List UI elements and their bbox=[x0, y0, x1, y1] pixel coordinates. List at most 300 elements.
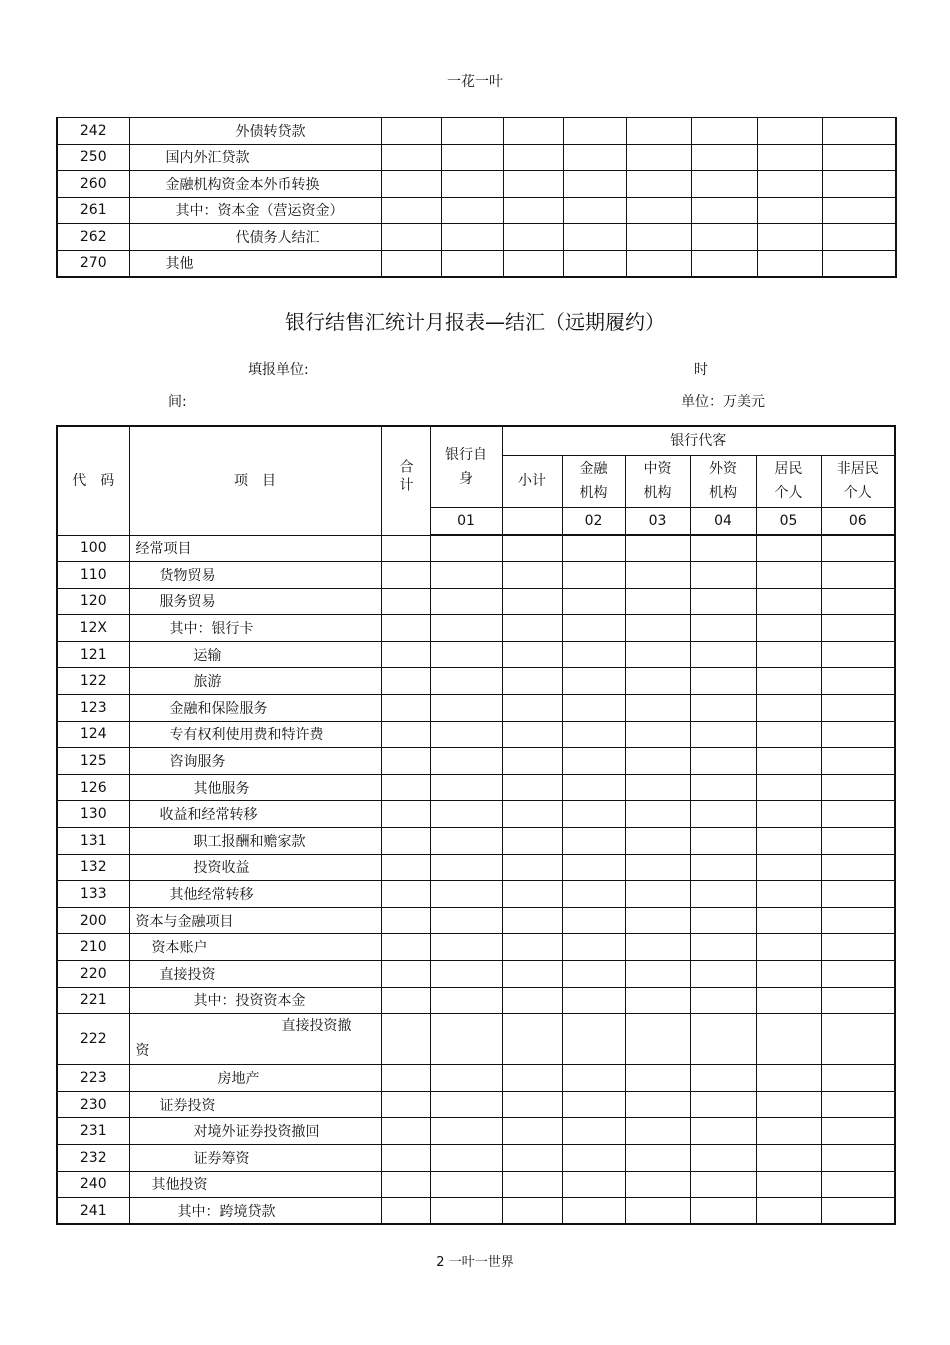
data-cell bbox=[430, 1091, 502, 1118]
data-cell bbox=[381, 987, 430, 1014]
data-cell bbox=[756, 1198, 821, 1225]
row-code: 126 bbox=[57, 774, 129, 801]
table-row bbox=[57, 1091, 895, 1118]
row-item: 金融机构资金本外币转换 bbox=[129, 171, 381, 198]
data-cell bbox=[821, 1144, 895, 1171]
data-cell bbox=[756, 934, 821, 961]
data-cell bbox=[690, 615, 756, 642]
unit-label: 单位：万美元 bbox=[681, 394, 765, 410]
data-cell bbox=[381, 774, 430, 801]
data-cell bbox=[562, 562, 625, 589]
data-cell bbox=[756, 1091, 821, 1118]
top-table bbox=[56, 117, 897, 278]
data-cell bbox=[756, 748, 821, 775]
row-code: 220 bbox=[57, 961, 129, 988]
row-code: 242 bbox=[57, 118, 129, 145]
data-cell bbox=[626, 197, 691, 224]
row-code: 222 bbox=[57, 1014, 129, 1065]
data-cell bbox=[821, 535, 895, 562]
data-cell bbox=[690, 987, 756, 1014]
data-cell bbox=[381, 854, 430, 881]
data-cell bbox=[625, 721, 690, 748]
data-cell bbox=[562, 828, 625, 855]
data-cell bbox=[626, 144, 691, 171]
table-row bbox=[57, 854, 895, 881]
data-cell bbox=[430, 774, 502, 801]
data-cell bbox=[821, 1118, 895, 1145]
row-item: 其他 bbox=[129, 250, 381, 277]
row-code: 221 bbox=[57, 987, 129, 1014]
data-cell bbox=[381, 1091, 430, 1118]
data-cell bbox=[562, 1144, 625, 1171]
data-cell bbox=[821, 801, 895, 828]
data-cell bbox=[562, 934, 625, 961]
data-cell bbox=[381, 641, 430, 668]
table-row bbox=[57, 224, 896, 251]
header-code: 代 码 bbox=[57, 426, 129, 535]
data-cell bbox=[381, 1014, 430, 1065]
data-cell bbox=[821, 1014, 895, 1065]
table-row bbox=[57, 171, 896, 198]
data-cell bbox=[690, 748, 756, 775]
data-cell bbox=[430, 987, 502, 1014]
row-item: 其中：投资资本金 bbox=[129, 987, 381, 1014]
data-cell bbox=[381, 748, 430, 775]
data-cell bbox=[625, 615, 690, 642]
data-cell bbox=[625, 1118, 690, 1145]
data-cell bbox=[821, 961, 895, 988]
data-cell bbox=[381, 171, 441, 198]
row-item: 运输 bbox=[129, 641, 381, 668]
table-row bbox=[57, 961, 895, 988]
data-cell bbox=[691, 197, 757, 224]
data-cell bbox=[822, 250, 896, 277]
data-cell bbox=[502, 615, 562, 642]
data-cell bbox=[821, 828, 895, 855]
data-cell bbox=[821, 1065, 895, 1092]
data-cell bbox=[822, 118, 896, 145]
data-cell bbox=[821, 721, 895, 748]
data-cell bbox=[822, 144, 896, 171]
row-item: 其中：资本金（营运资金） bbox=[129, 197, 381, 224]
row-code: 131 bbox=[57, 828, 129, 855]
row-code: 110 bbox=[57, 562, 129, 589]
data-cell bbox=[690, 562, 756, 589]
data-cell bbox=[626, 250, 691, 277]
header-num-01: 01 bbox=[430, 507, 502, 535]
row-code: 123 bbox=[57, 695, 129, 722]
table-row bbox=[57, 668, 895, 695]
data-cell bbox=[562, 961, 625, 988]
data-cell bbox=[562, 588, 625, 615]
data-cell bbox=[821, 907, 895, 934]
data-cell bbox=[381, 562, 430, 589]
header-num-06: 06 bbox=[821, 507, 895, 535]
header-total: 合计 bbox=[381, 426, 430, 535]
time-label-1: 时 bbox=[694, 362, 708, 378]
data-cell bbox=[757, 144, 822, 171]
data-cell bbox=[502, 588, 562, 615]
data-cell bbox=[690, 774, 756, 801]
row-item: 其他经常转移 bbox=[129, 881, 381, 908]
row-item: 金融和保险服务 bbox=[129, 695, 381, 722]
table-row bbox=[57, 987, 895, 1014]
row-item: 资本与金融项目 bbox=[129, 907, 381, 934]
data-cell bbox=[690, 1118, 756, 1145]
data-cell bbox=[502, 1014, 562, 1065]
table-row bbox=[57, 828, 895, 855]
data-cell bbox=[821, 934, 895, 961]
data-cell bbox=[381, 1065, 430, 1092]
data-cell bbox=[625, 588, 690, 615]
data-cell bbox=[821, 695, 895, 722]
data-cell bbox=[626, 224, 691, 251]
data-cell bbox=[625, 1014, 690, 1065]
data-cell bbox=[562, 1065, 625, 1092]
data-cell bbox=[690, 1198, 756, 1225]
data-cell bbox=[821, 854, 895, 881]
header-num-03: 03 bbox=[625, 507, 690, 535]
data-cell bbox=[502, 987, 562, 1014]
data-cell bbox=[626, 118, 691, 145]
data-cell bbox=[756, 961, 821, 988]
data-cell bbox=[690, 961, 756, 988]
row-code: 133 bbox=[57, 881, 129, 908]
data-cell bbox=[430, 934, 502, 961]
header-item: 项 目 bbox=[129, 426, 381, 535]
row-item: 其中：银行卡 bbox=[129, 615, 381, 642]
data-cell bbox=[562, 748, 625, 775]
table-row bbox=[57, 774, 895, 801]
table-row bbox=[57, 588, 895, 615]
data-cell bbox=[625, 668, 690, 695]
data-cell bbox=[503, 144, 563, 171]
header-subtotal: 小计 bbox=[502, 455, 562, 507]
data-cell bbox=[430, 1198, 502, 1225]
data-cell bbox=[502, 562, 562, 589]
data-cell bbox=[430, 721, 502, 748]
data-cell bbox=[381, 588, 430, 615]
data-cell bbox=[690, 881, 756, 908]
data-cell bbox=[821, 668, 895, 695]
data-cell bbox=[562, 668, 625, 695]
data-cell bbox=[430, 695, 502, 722]
data-cell bbox=[756, 774, 821, 801]
table-row bbox=[57, 721, 895, 748]
data-cell bbox=[563, 144, 626, 171]
data-cell bbox=[430, 1014, 502, 1065]
data-cell bbox=[691, 171, 757, 198]
data-cell bbox=[690, 1171, 756, 1198]
data-cell bbox=[757, 171, 822, 198]
data-cell bbox=[502, 721, 562, 748]
data-cell bbox=[430, 801, 502, 828]
data-cell bbox=[757, 250, 822, 277]
data-cell bbox=[625, 748, 690, 775]
data-cell bbox=[502, 1118, 562, 1145]
data-cell bbox=[502, 907, 562, 934]
row-code: 122 bbox=[57, 668, 129, 695]
data-cell bbox=[441, 144, 503, 171]
header-num-02: 02 bbox=[562, 507, 625, 535]
data-cell bbox=[430, 1171, 502, 1198]
data-cell bbox=[690, 1144, 756, 1171]
data-cell bbox=[563, 224, 626, 251]
data-cell bbox=[822, 171, 896, 198]
fill-unit-label: 填报单位: bbox=[248, 362, 309, 378]
main-table bbox=[56, 425, 896, 1225]
row-code: 120 bbox=[57, 588, 129, 615]
data-cell bbox=[562, 907, 625, 934]
data-cell bbox=[381, 535, 430, 562]
table-row bbox=[57, 1118, 895, 1145]
header-chinese-institution: 中资机构 bbox=[625, 455, 690, 507]
data-cell bbox=[563, 171, 626, 198]
data-cell bbox=[756, 1171, 821, 1198]
data-cell bbox=[756, 987, 821, 1014]
data-cell bbox=[562, 854, 625, 881]
data-cell bbox=[430, 881, 502, 908]
data-cell bbox=[562, 881, 625, 908]
row-code: 240 bbox=[57, 1171, 129, 1198]
row-code: 260 bbox=[57, 171, 129, 198]
data-cell bbox=[502, 1198, 562, 1225]
data-cell bbox=[563, 118, 626, 145]
table-row bbox=[57, 144, 896, 171]
row-code: 241 bbox=[57, 1198, 129, 1225]
data-cell bbox=[690, 668, 756, 695]
row-code: 200 bbox=[57, 907, 129, 934]
data-cell bbox=[625, 1065, 690, 1092]
data-cell bbox=[625, 907, 690, 934]
data-cell bbox=[756, 562, 821, 589]
header-num-04: 04 bbox=[690, 507, 756, 535]
data-cell bbox=[502, 828, 562, 855]
data-cell bbox=[430, 828, 502, 855]
data-cell bbox=[625, 1171, 690, 1198]
data-cell bbox=[625, 641, 690, 668]
data-cell bbox=[625, 774, 690, 801]
data-cell bbox=[381, 1118, 430, 1145]
data-cell bbox=[381, 1198, 430, 1225]
data-cell bbox=[821, 1198, 895, 1225]
table-row bbox=[57, 1144, 895, 1171]
data-cell bbox=[430, 562, 502, 589]
data-cell bbox=[381, 668, 430, 695]
data-cell bbox=[430, 1065, 502, 1092]
table-row bbox=[57, 250, 896, 277]
page-footer: 2 一叶一世界 bbox=[436, 1255, 514, 1270]
row-code: 12X bbox=[57, 615, 129, 642]
data-cell bbox=[430, 748, 502, 775]
data-cell bbox=[756, 615, 821, 642]
data-cell bbox=[690, 934, 756, 961]
data-cell bbox=[430, 641, 502, 668]
row-item: 货物贸易 bbox=[129, 562, 381, 589]
data-cell bbox=[381, 144, 441, 171]
row-item: 证券投资 bbox=[129, 1091, 381, 1118]
data-cell bbox=[756, 828, 821, 855]
header-bank-self: 银行自身 bbox=[430, 426, 502, 507]
data-cell bbox=[502, 748, 562, 775]
data-cell bbox=[756, 1144, 821, 1171]
row-code: 270 bbox=[57, 250, 129, 277]
data-cell bbox=[381, 197, 441, 224]
table-row bbox=[57, 1065, 895, 1092]
data-cell bbox=[625, 535, 690, 562]
data-cell bbox=[821, 748, 895, 775]
row-code: 132 bbox=[57, 854, 129, 881]
row-item: 对境外证券投资撤回 bbox=[129, 1118, 381, 1145]
data-cell bbox=[502, 641, 562, 668]
row-item: 直接投资 bbox=[129, 961, 381, 988]
data-cell bbox=[430, 854, 502, 881]
data-cell bbox=[430, 1144, 502, 1171]
data-cell bbox=[503, 250, 563, 277]
row-item: 职工报酬和赡家款 bbox=[129, 828, 381, 855]
data-cell bbox=[430, 615, 502, 642]
data-cell bbox=[503, 197, 563, 224]
data-cell bbox=[690, 641, 756, 668]
data-cell bbox=[626, 171, 691, 198]
data-cell bbox=[756, 1014, 821, 1065]
header-bank-client: 银行代客 bbox=[502, 426, 895, 455]
data-cell bbox=[503, 224, 563, 251]
data-cell bbox=[625, 961, 690, 988]
table-row bbox=[57, 641, 895, 668]
header-nonresident-individual: 非居民个人 bbox=[821, 455, 895, 507]
row-code: 250 bbox=[57, 144, 129, 171]
row-item: 旅游 bbox=[129, 668, 381, 695]
row-item: 证券筹资 bbox=[129, 1144, 381, 1171]
data-cell bbox=[502, 1171, 562, 1198]
data-cell bbox=[502, 854, 562, 881]
data-cell bbox=[821, 588, 895, 615]
data-cell bbox=[562, 721, 625, 748]
data-cell bbox=[502, 961, 562, 988]
row-item: 投资收益 bbox=[129, 854, 381, 881]
data-cell bbox=[821, 774, 895, 801]
table-row bbox=[57, 562, 895, 589]
data-cell bbox=[690, 1091, 756, 1118]
data-cell bbox=[690, 854, 756, 881]
data-cell bbox=[821, 1171, 895, 1198]
data-cell bbox=[381, 907, 430, 934]
data-cell bbox=[756, 695, 821, 722]
data-cell bbox=[562, 801, 625, 828]
data-cell bbox=[562, 615, 625, 642]
data-cell bbox=[430, 961, 502, 988]
row-code: 100 bbox=[57, 535, 129, 562]
table-row bbox=[57, 934, 895, 961]
row-item: 房地产 bbox=[129, 1065, 381, 1092]
data-cell bbox=[430, 1118, 502, 1145]
data-cell bbox=[562, 1171, 625, 1198]
data-cell bbox=[690, 1065, 756, 1092]
data-cell bbox=[691, 250, 757, 277]
data-cell bbox=[562, 535, 625, 562]
data-cell bbox=[690, 721, 756, 748]
data-cell bbox=[502, 1144, 562, 1171]
data-cell bbox=[381, 615, 430, 642]
report-title: 银行结售汇统计月报表—结汇（远期履约） bbox=[285, 310, 665, 334]
data-cell bbox=[381, 961, 430, 988]
header-num-blank bbox=[502, 507, 562, 535]
data-cell bbox=[562, 1091, 625, 1118]
header-financial-institution: 金融机构 bbox=[562, 455, 625, 507]
data-cell bbox=[381, 828, 430, 855]
row-item: 专有权利使用费和特许费 bbox=[129, 721, 381, 748]
data-cell bbox=[441, 171, 503, 198]
row-code: 262 bbox=[57, 224, 129, 251]
data-cell bbox=[757, 224, 822, 251]
data-cell bbox=[822, 197, 896, 224]
row-code: 230 bbox=[57, 1091, 129, 1118]
data-cell bbox=[625, 934, 690, 961]
data-cell bbox=[502, 801, 562, 828]
data-cell bbox=[625, 1091, 690, 1118]
data-cell bbox=[562, 987, 625, 1014]
header-num-05: 05 bbox=[756, 507, 821, 535]
data-cell bbox=[562, 1198, 625, 1225]
row-code: 124 bbox=[57, 721, 129, 748]
row-code: 210 bbox=[57, 934, 129, 961]
data-cell bbox=[757, 118, 822, 145]
table-row bbox=[57, 1014, 895, 1065]
data-cell bbox=[562, 1118, 625, 1145]
data-cell bbox=[821, 641, 895, 668]
row-item: 资本账户 bbox=[129, 934, 381, 961]
header-resident-individual: 居民个人 bbox=[756, 455, 821, 507]
data-cell bbox=[441, 224, 503, 251]
data-cell bbox=[430, 535, 502, 562]
data-cell bbox=[756, 535, 821, 562]
data-cell bbox=[690, 1014, 756, 1065]
data-cell bbox=[381, 250, 441, 277]
data-cell bbox=[502, 881, 562, 908]
data-cell bbox=[502, 774, 562, 801]
data-cell bbox=[756, 668, 821, 695]
row-code: 121 bbox=[57, 641, 129, 668]
data-cell bbox=[381, 118, 441, 145]
row-item: 代债务人结汇 bbox=[129, 224, 381, 251]
table-row bbox=[57, 118, 896, 145]
page-header: 一花一叶 bbox=[447, 74, 503, 90]
data-cell bbox=[625, 801, 690, 828]
data-cell bbox=[562, 695, 625, 722]
data-cell bbox=[690, 695, 756, 722]
row-item: 直接投资撤资 bbox=[129, 1014, 381, 1065]
data-cell bbox=[563, 250, 626, 277]
data-cell bbox=[756, 801, 821, 828]
data-cell bbox=[381, 801, 430, 828]
data-cell bbox=[381, 721, 430, 748]
time-label-2: 间: bbox=[168, 394, 187, 410]
table-row bbox=[57, 907, 895, 934]
data-cell bbox=[502, 695, 562, 722]
data-cell bbox=[756, 721, 821, 748]
row-code: 261 bbox=[57, 197, 129, 224]
data-cell bbox=[430, 588, 502, 615]
data-cell bbox=[756, 907, 821, 934]
row-item: 咨询服务 bbox=[129, 748, 381, 775]
data-cell bbox=[756, 1118, 821, 1145]
row-item: 服务贸易 bbox=[129, 588, 381, 615]
data-cell bbox=[757, 197, 822, 224]
table-row bbox=[57, 1198, 895, 1225]
table-row bbox=[57, 535, 895, 562]
data-cell bbox=[562, 641, 625, 668]
